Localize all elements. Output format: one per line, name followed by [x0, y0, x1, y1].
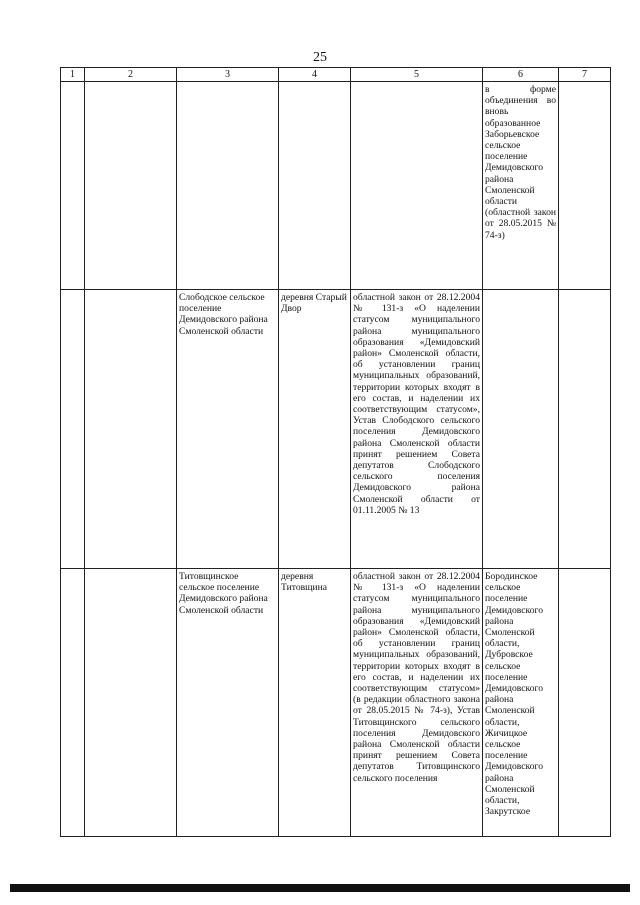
- scan-edge-bar: [10, 884, 630, 892]
- table-cell: [559, 290, 611, 569]
- column-header: 3: [177, 68, 279, 82]
- table-cell: [85, 82, 177, 290]
- column-header: 1: [61, 68, 85, 82]
- table-cell: [483, 290, 559, 569]
- table-cell: [279, 82, 351, 290]
- table-cell: [559, 569, 611, 837]
- table-cell: областной закон от 28.12.2004 № 131-з «О наделении статусом муниципального района муниципального образования «Демидовский район» Смоленской области, об установлении границ муниципальных образований, территории которых входят в его состав, и наделении их соответствующим статусом», Устав Слободского сельского поселения Демидовского района Смоленской области принят решением Совета депутатов Слободского сельского поселения Демидовского района Смоленской области от 01.11.2005 № 13: [351, 290, 483, 569]
- table-row: [61, 569, 611, 837]
- table-row: [61, 82, 611, 290]
- column-header: 4: [279, 68, 351, 82]
- table-cell: [559, 82, 611, 290]
- table-cell: [61, 569, 85, 837]
- table-cell: деревня Титовщина: [279, 569, 351, 837]
- column-header: 7: [559, 68, 611, 82]
- table-cell: [177, 82, 279, 290]
- table-cell: в форме объединения во вновь образованное Заборьевское сельское поселение Демидовского района Смоленской области (областной закон от 28.05.2015 № 74-з): [483, 82, 559, 290]
- table-cell: Бородинское сельское поселение Демидовского района Смоленской области, Дубровское сельское поселение Демидовского района Смоленской области, Жичицкое сельское поселение Демидовского района Смоленской области, Закрутское: [483, 569, 559, 837]
- table-cell: [85, 569, 177, 837]
- table-header-row: [61, 68, 611, 82]
- table-cell: [351, 82, 483, 290]
- table-cell: [85, 290, 177, 569]
- column-header: 6: [483, 68, 559, 82]
- table-cell: деревня Старый Двор: [279, 290, 351, 569]
- page-number: 25: [313, 50, 327, 65]
- table-row: [61, 290, 611, 569]
- document-table: [60, 67, 611, 837]
- column-header: 2: [85, 68, 177, 82]
- column-header: 5: [351, 68, 483, 82]
- table-cell: [61, 82, 85, 290]
- table-cell: Титовщинское сельское поселение Демидовского района Смоленской области: [177, 569, 279, 837]
- table-cell: [61, 290, 85, 569]
- table-cell: областной закон от 28.12.2004 № 131-з «О наделении статусом муниципального района муниципального образования «Демидовский район» Смоленской области, об установлении границ муниципальных образований, территории которых входят в его состав, и наделении их соответствующим статусом» (в редакции областного закона от 28.05.2015 № 74-з), Устав Титовщинского сельского поселения Демидовского района Смоленской области принят решением Совета депутатов Титовщинского сельского поселения: [351, 569, 483, 837]
- table-cell: Слободское сельское поселение Демидовского района Смоленской области: [177, 290, 279, 569]
